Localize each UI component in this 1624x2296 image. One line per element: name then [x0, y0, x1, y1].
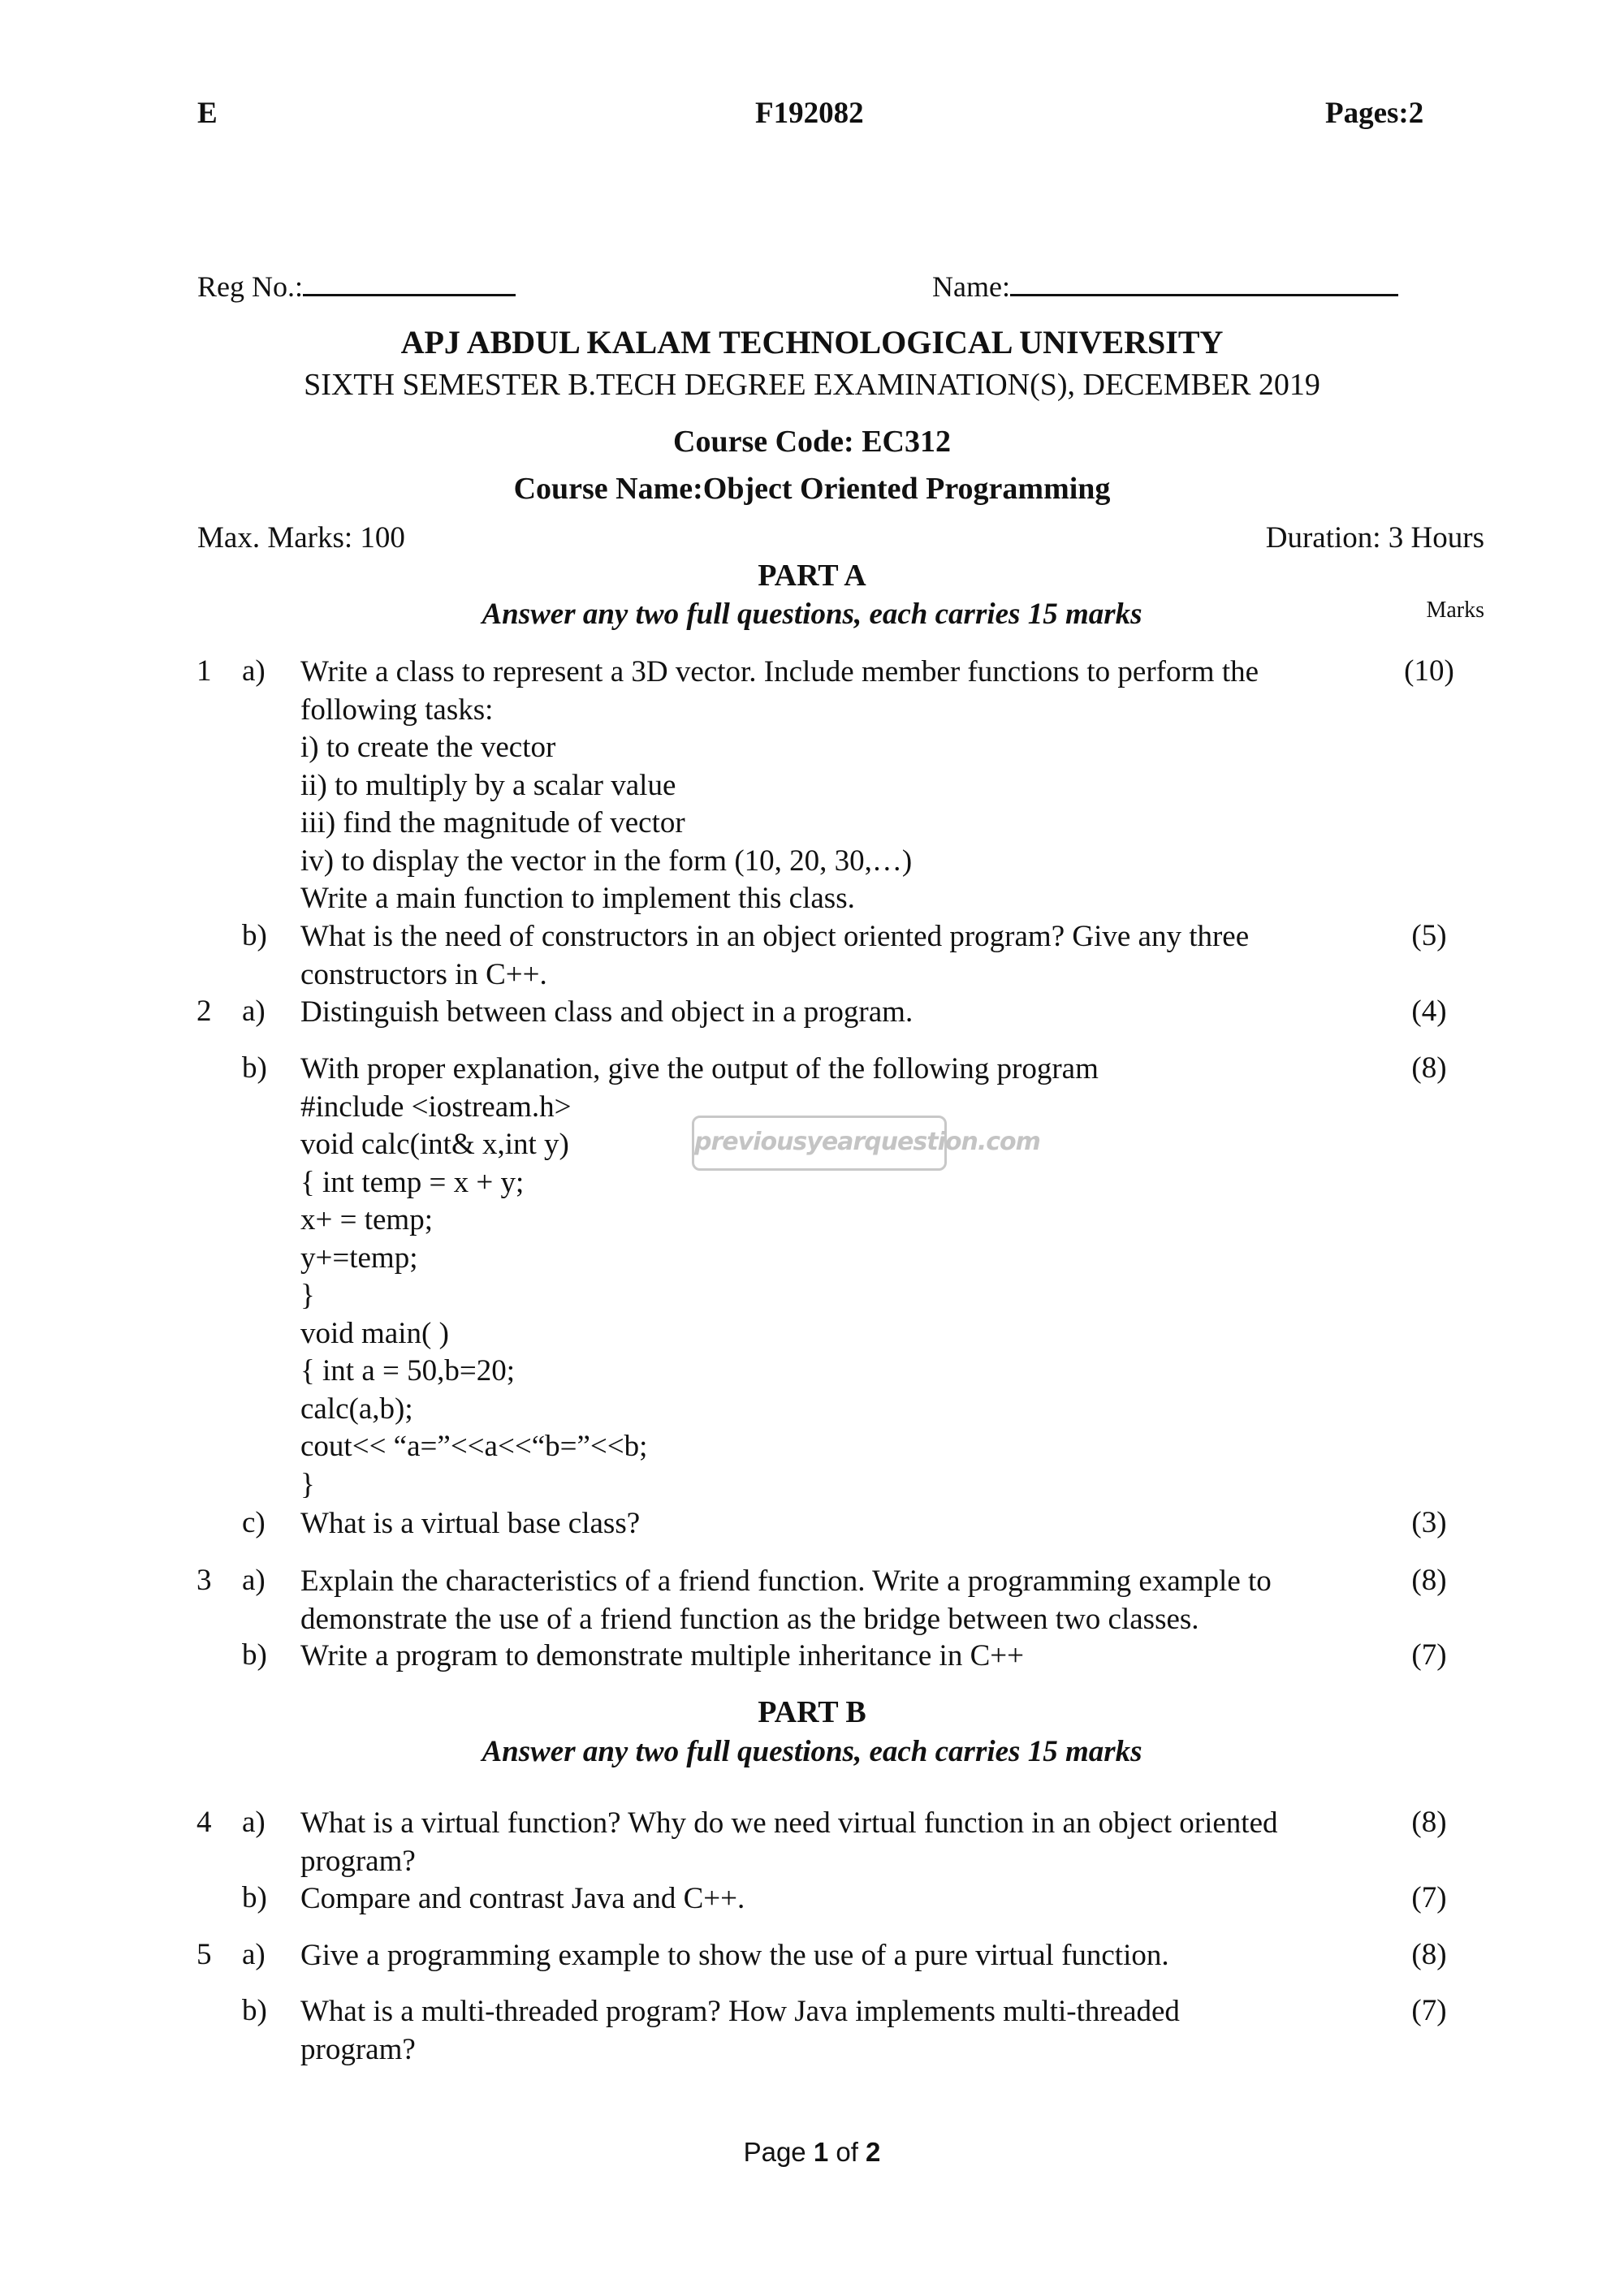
- footer-of: of: [828, 2137, 866, 2167]
- text-line: i) to create the vector: [300, 731, 556, 764]
- question-number: 4: [197, 1806, 212, 1839]
- code-line: }: [300, 1279, 315, 1312]
- text-line: Write a program to demonstrate multiple inheritance in C++: [300, 1639, 1024, 1672]
- question-text: [300, 1937, 1372, 1975]
- footer-current-page: 1: [813, 2137, 829, 2167]
- question-text: [300, 1638, 1372, 1676]
- sub-question-label: b): [242, 1638, 267, 1672]
- sub-question-label: b): [242, 1051, 267, 1085]
- sub-question-label: b): [242, 1994, 267, 2027]
- name-blank: [1010, 266, 1398, 296]
- question-text: [300, 918, 1372, 994]
- page-footer: [0, 2137, 1624, 2168]
- sub-question-label: b): [242, 919, 267, 952]
- question-text: [300, 994, 1372, 1032]
- text-line: What is a virtual base class?: [300, 1507, 641, 1540]
- question-marks: (7): [1411, 1638, 1447, 1672]
- question-marks: (8): [1411, 1938, 1447, 1971]
- name-label: Name:: [932, 270, 1010, 303]
- code-line: x+ = temp;: [300, 1203, 433, 1236]
- question-text: [300, 654, 1372, 918]
- course-code: Course Code: EC312: [673, 425, 951, 459]
- paper-set-letter: E: [197, 97, 218, 130]
- text-line: ii) to multiply by a scalar value: [300, 768, 676, 802]
- text-line: What is the need of constructors in an object oriented program? Give any three: [300, 920, 1250, 953]
- text-line: With proper explanation, give the output of the following program: [300, 1052, 1099, 1085]
- code-line: }: [300, 1467, 315, 1501]
- text-line: Write a class to represent a 3D vector. Include member functions to perform the: [300, 655, 1259, 688]
- question-marks: (8): [1411, 1806, 1447, 1839]
- question-marks: (7): [1411, 1994, 1447, 2027]
- code-line: void main( ): [300, 1316, 449, 1350]
- question-marks: (8): [1411, 1051, 1447, 1085]
- university-title: APJ ABDUL KALAM TECHNOLOGICAL UNIVERSITY: [400, 324, 1224, 360]
- marks-column-header: Marks: [1426, 598, 1484, 623]
- text-line: Write a main function to implement this class.: [300, 882, 855, 915]
- question-marks: (7): [1411, 1881, 1447, 1914]
- text-line: Explain the characteristics of a friend function. Write a programming example to: [300, 1564, 1272, 1598]
- code-line: calc(a,b);: [300, 1392, 413, 1426]
- text-line: program?: [300, 1844, 416, 1878]
- sub-question-label: a): [242, 1806, 266, 1839]
- exam-title: SIXTH SEMESTER B.TECH DEGREE EXAMINATION(S), DECEMBER 2019: [304, 368, 1320, 402]
- code-line: #include <iostream.h>: [300, 1090, 572, 1124]
- part-a-title: PART A: [758, 559, 866, 593]
- code-line: void calc(int& x,int y): [300, 1128, 569, 1161]
- question-marks: (3): [1411, 1506, 1447, 1539]
- reg-no-field: [197, 266, 516, 304]
- question-number: 2: [197, 995, 212, 1028]
- duration: Duration: 3 Hours: [1265, 521, 1484, 555]
- text-line: Distinguish between class and object in a program.: [300, 995, 914, 1029]
- question-text: [300, 1563, 1372, 1638]
- question-marks: (4): [1411, 995, 1447, 1028]
- sub-question-label: a): [242, 1938, 266, 1971]
- text-line: Compare and contrast Java and C++.: [300, 1882, 745, 1915]
- text-line: Give a programming example to show the use of a pure virtual function.: [300, 1939, 1169, 1972]
- question-marks: (10): [1404, 654, 1454, 688]
- sub-question-label: b): [242, 1881, 267, 1914]
- reg-no-blank: [303, 266, 516, 296]
- part-b-title: PART B: [758, 1695, 866, 1729]
- question-marks: (8): [1411, 1564, 1447, 1597]
- code-line: cout<< “a=”<<a<<“b=”<<b;: [300, 1430, 648, 1463]
- footer-total-pages: 2: [866, 2137, 881, 2167]
- sub-question-label: c): [242, 1506, 266, 1539]
- page-count: Pages:2: [1325, 97, 1424, 130]
- sub-question-label: a): [242, 654, 266, 688]
- max-marks: Max. Marks: 100: [197, 521, 405, 555]
- sub-question-label: a): [242, 1564, 266, 1597]
- question-text: [300, 1993, 1372, 2069]
- question-text: [300, 1505, 1372, 1543]
- sub-question-label: a): [242, 995, 266, 1028]
- code-line: { int temp = x + y;: [300, 1165, 525, 1199]
- reg-no-label: Reg No.:: [197, 270, 303, 303]
- question-number: 3: [197, 1564, 212, 1597]
- question-text: [300, 1880, 1372, 1918]
- watermark-logo: previousyearquestion.com: [692, 1116, 947, 1171]
- text-line: iv) to display the vector in the form (10, 20, 30,…): [300, 844, 913, 878]
- text-line: following tasks:: [300, 693, 494, 727]
- text-line: program?: [300, 2032, 416, 2066]
- code-line: y+=temp;: [300, 1241, 418, 1275]
- code-line: { int a = 50,b=20;: [300, 1354, 516, 1388]
- text-line: What is a virtual function? Why do we need virtual function in an object oriented: [300, 1806, 1278, 1840]
- part-a-instruction: Answer any two full questions, each carries 15 marks: [482, 598, 1142, 631]
- text-line: iii) find the magnitude of vector: [300, 806, 685, 839]
- paper-code: F192082: [755, 97, 864, 130]
- text-line: demonstrate the use of a friend function as the bridge between two classes.: [300, 1602, 1199, 1636]
- name-field: [932, 266, 1398, 304]
- question-number: 5: [197, 1938, 212, 1971]
- question-text: [300, 1805, 1372, 1880]
- text-line: constructors in C++.: [300, 957, 547, 991]
- text-line: What is a multi-threaded program? How Java implements multi-threaded: [300, 1995, 1180, 2028]
- footer-prefix: Page: [743, 2137, 814, 2167]
- question-marks: (5): [1411, 919, 1447, 952]
- part-b-instruction: Answer any two full questions, each carries 15 marks: [482, 1735, 1142, 1768]
- question-number: 1: [197, 654, 212, 688]
- course-name: Course Name:Object Oriented Programming: [513, 472, 1111, 506]
